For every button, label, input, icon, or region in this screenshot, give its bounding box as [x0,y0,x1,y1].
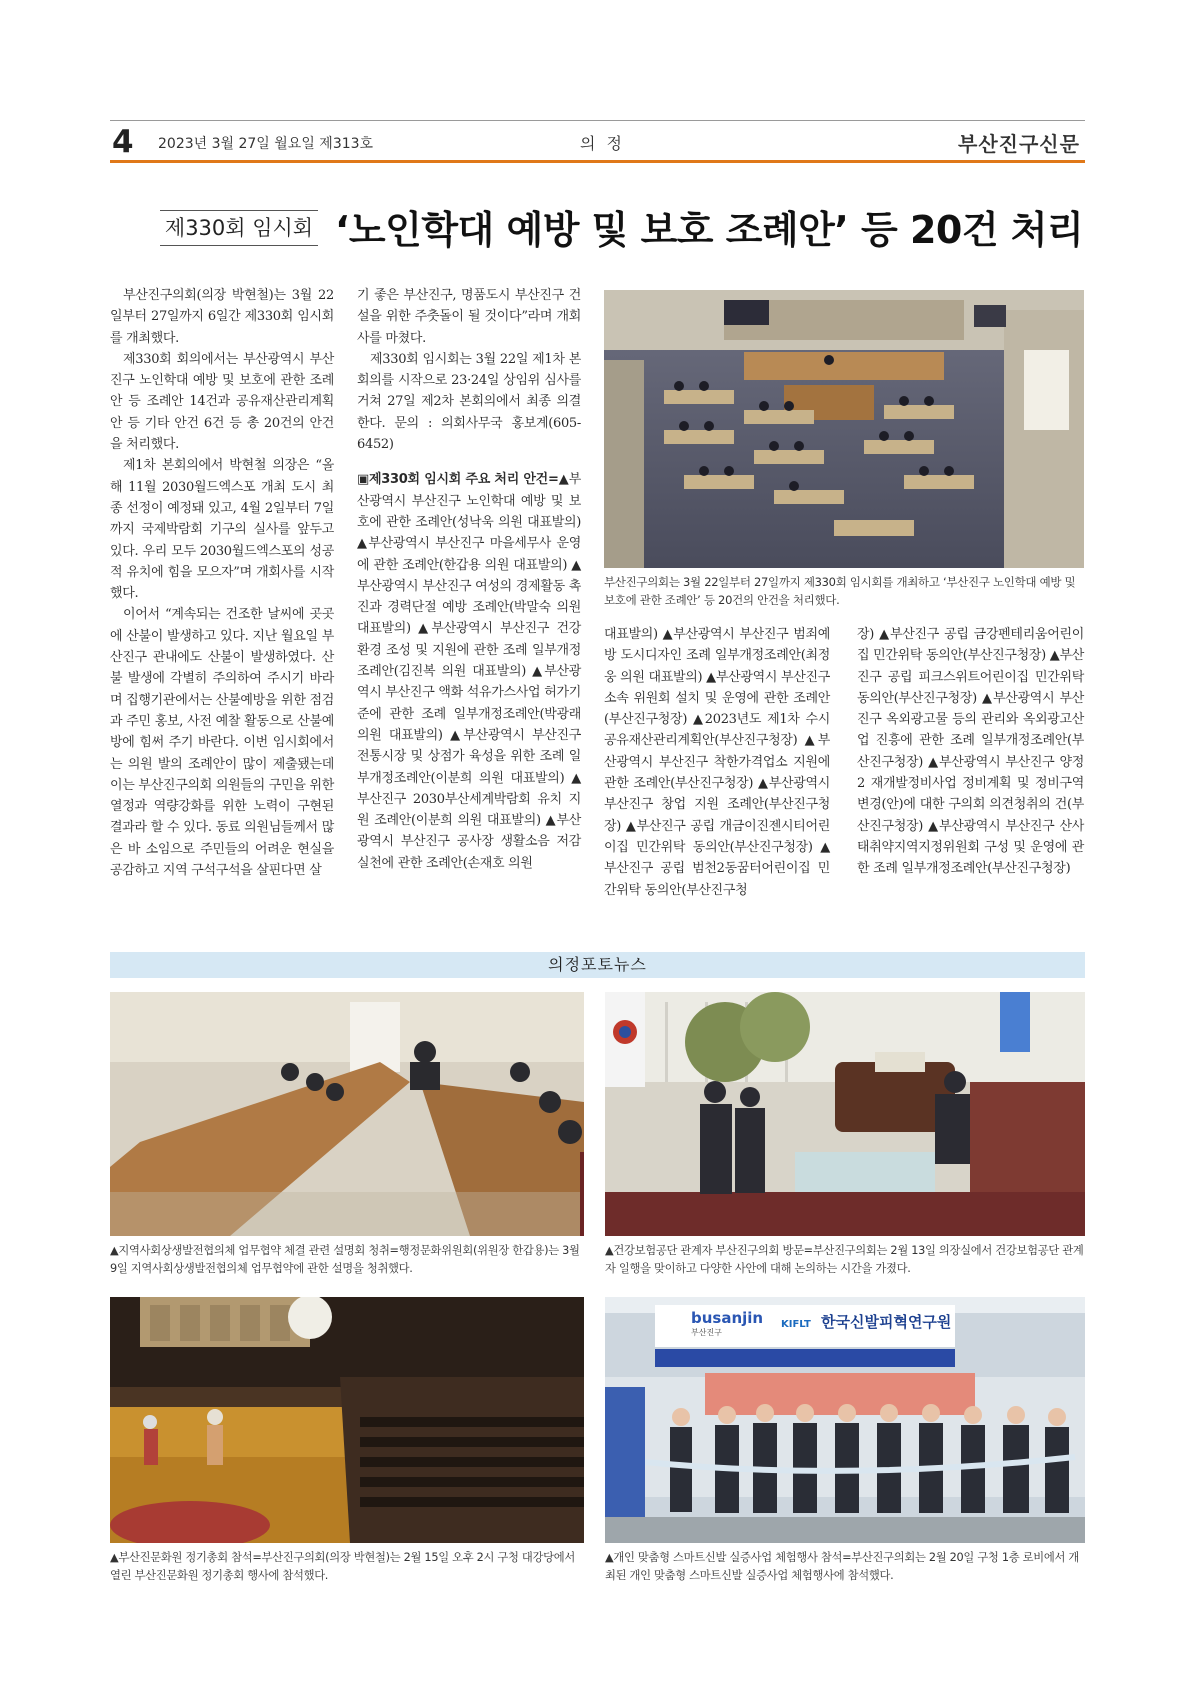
meeting-photo [110,992,584,1236]
header-top-rule [110,120,1085,121]
headline-title: ‘노인학대 예방 및 보호 조례안’ 등 20건 처리 [335,208,1084,252]
article-column-4 [857,624,1084,880]
article-paragraph: 제330회 회의에서는 부산광역시 부산진구 노인학대 예방 및 보호에 관한 조례안 등 조례안 14건과 공유재산관리계획안 등 기타 안건 6건 등 총 20건의 안건을 처리했다. [110,351,334,453]
agenda-title: ▣제330회 임시회 주요 처리 안건= [357,472,559,488]
cultural-event-photo [110,1297,584,1543]
headline-kicker: 제330회 임시회 [160,210,318,246]
article-column-1 [110,285,334,881]
article-paragraph: 제330회 임시회는 3월 22일 제1차 본회의를 시작으로 23·24일 상임위 심사를 거쳐 27일 제2차 본회의에서 최종 의결한다. 문의 : 의회사무국 홍보계(605-6452) [357,351,581,453]
photo-1-caption: ▲지역사회상생발전협의체 업무협약 체결 관련 설명회 청취=행정문화위원회(위원장 한갑용)는 3월 9일 지역사회상생발전협의체 업무협약에 관한 설명을 청취했다. [110,1244,580,1275]
article-paragraph: 제1차 본회의에서 박현철 의장은 “올해 11월 2030월드엑스포 개최 도시 최종 선정이 예정돼 있고, 4월 2일부터 7일까지 국제박람회 기구의 실사를 앞두고 있다. 우리 모두 2030월드엑스포의 성공적 유치에 힘을 모으자”며 개회사를 시작했다. [110,458,334,602]
article-paragraph: 기 좋은 부산진구, 명품도시 부산진구 건설을 위한 주춧돌이 될 것이다”라며 개회사를 마쳤다. [357,288,581,346]
banner-busanjin-logo: busanjin [691,1309,764,1327]
article-column-3 [604,624,830,901]
agenda-block [357,469,581,874]
photo-3-caption: ▲부산진문화원 정기총회 참석=부산진구의회(의장 박현철)는 2월 15일 오후 2시 구청 대강당에서 열린 부산진문화원 정기총회 행사에 참석했다. [110,1551,576,1582]
banner-busanjin-sub: 부산진구 [691,1328,722,1337]
issue-date: 2023년 3월 27일 월요일 제313호 [158,136,374,152]
agenda-list-part-1: ▲부산광역시 부산진구 노인학대 예방 및 보호에 관한 조례안(성낙욱 의원 대표발의) ▲부산광역시 부산진구 마을세무사 운영에 관한 조례안(한갑용 의원 대표발의) ▲부산광역시 부산진구 여성의 경제활동 촉진과 경력단절 예방 조례안(박말숙 의원 대표발의) ▲부산광역시 부산진구 건강 환경 조성 및 지원에 관한 조례 일부개정조례안(김진복 의원 대표발의) ▲부산광역시 부산진구 액화 석유가스사업 허가기준에 관한 조례 일부개정조례안(박광래 의원 대표발의) ▲부산광역시 부산진구 전통시장 및 상점가 육성을 위한 조례 일부개정조례안(이분희 의원 대표발의) ▲부산진구 2030부산세계박람회 유치 지원 조례안(이분희 의원 대표발의) ▲부산광역시 부산진구 공사장 생활소음 저감 실천에 관한 조례안(손재호 의원 [357,472,581,871]
page-number: 4 [112,124,134,160]
article-paragraph: 부산진구의회(의장 박현철)는 3월 22일부터 27일까지 6일간 제330회 임시회를 개최했다. [110,288,334,346]
banner-institute-name: 한국신발피혁연구원 [821,1313,952,1331]
agenda-list-part-3: 장) ▲부산진구 공립 금강펜테리움어린이집 민간위탁 동의안(부산진구청장) ▲부산진구 공립 피크스위트어린이집 민간위탁 동의안(부산진구청장) ▲부산광역시 부산진구 옥외광고물 등의 관리와 옥외광고산업 진흥에 관한 조례 일부개정조례안(부산진구청장) ▲부산광역시 부산진구 양정2 재개발정비사업 정비계획 및 정비구역 변경(안)에 대한 구의회 의견청취의 건(부산진구청장) ▲부산광역시 부산진구 산사태취약지역지정위원회 구성 및 운영에 관한 조례 일부개정조례안(부산진구청장) [857,627,1084,877]
photo-news-title: 의정포토뉴스 [110,952,1085,978]
article-paragraph: 이어서 “계속되는 건조한 날씨에 곳곳에 산불이 발생하고 있다. 지난 월요일 부산진구 관내에도 산불이 발생하였다. 산불 발생에 각별히 주의하여 주시기 바라며 집행기관에서는 산불예방을 위한 점검과 주민 홍보, 사전 예찰 활동으로 산불예방에 힘써 주기 바란다. 이번 임시회에서는 의원 발의 조례안이 많이 제출됐는데 이는 부산진구의회 의원들의 구민을 위한 열정과 역량강화를 위한 노력이 구현된 결과라 할 수 있다. 동료 의원님들께서 많은 바 소임으로 주민들의 어려운 현실을 공감하고 지역 구석구석을 살핀다면 살 [110,607,334,879]
newspaper-name: 부산진구신문 [958,132,1080,156]
ribbon-cutting-photo [605,1297,1085,1543]
article-column-2 [357,285,581,874]
photo-4-caption: ▲개인 맞춤형 스마트신발 실증사업 체험행사 참석=부산진구의회는 2월 20일 구청 1층 로비에서 개최된 개인 맞춤형 스마트신발 실증사업 체험행사에 참석했다. [605,1551,1079,1582]
agenda-list-part-2: 대표발의) ▲부산광역시 부산진구 범죄예방 도시디자인 조례 일부개정조례안(최정웅 의원 대표발의) ▲부산광역시 부산진구 소속 위원회 설치 및 운영에 관한 조례안(부산진구청장) ▲2023년도 제1차 수시 공유재산관리계획안(부산진구청장) ▲부산광역시 부산진구 착한가격업소 지원에 관한 조례안(부산진구청장) ▲부산광역시 부산진구 창업 지원 조례안(부산진구청장) ▲부산진구 공립 개금이진젠시티어린이집 민간위탁 동의안(부산진구청장) ▲부산진구 공립 범천2동꿈터어린이집 민간위탁 동의안(부산진구청 [604,627,830,898]
banner-kiflt-logo: KIFLT [781,1319,811,1330]
section-name: 의 정 [580,134,625,153]
header-orange-rule [110,160,1085,163]
office-visit-photo [605,992,1085,1236]
main-photo-caption: 부산진구의회는 3월 22일부터 27일까지 제330회 임시회를 개최하고 ‘부산진구 노인학대 예방 및 보호에 관한 조례안’ 등 20건의 안건을 처리했다. [604,575,1076,607]
council-chamber-photo [604,290,1084,568]
photo-2-caption: ▲건강보험공단 관계자 부산진구의회 방문=부산진구의회는 2월 13일 의장실에서 건강보험공단 관계자 일행을 맞이하고 다양한 사안에 대해 논의하는 시간을 가졌다. [605,1244,1084,1275]
